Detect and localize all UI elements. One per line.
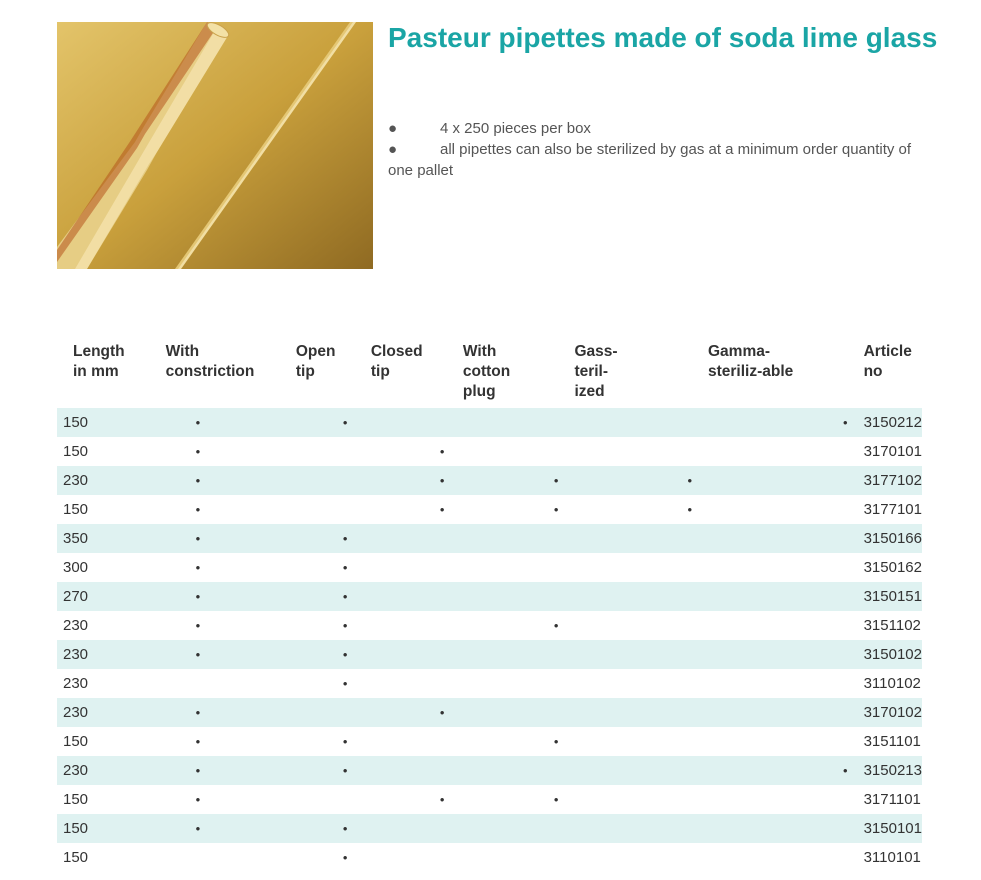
mark-dot: • <box>553 473 559 488</box>
cell-article-no: 3150212 <box>848 408 922 437</box>
cell-gas-sterilized <box>558 669 692 698</box>
cell-gas-sterilized <box>558 524 692 553</box>
cell-constriction <box>150 727 280 756</box>
cell-article-no: 3150213 <box>848 756 922 785</box>
cell-cotton-plug <box>447 640 559 669</box>
feature-list <box>388 118 928 181</box>
mark-dot: • <box>843 763 848 778</box>
cell-closed-tip <box>355 553 447 582</box>
mark-dot: • <box>342 850 348 865</box>
cell-gas-sterilized <box>558 611 692 640</box>
table-row <box>57 756 922 785</box>
feature-item <box>388 139 928 181</box>
table-row <box>57 698 922 727</box>
cell-gamma-sterilizable <box>692 437 848 466</box>
cell-gas-sterilized <box>558 698 692 727</box>
cell-cotton-plug <box>447 611 559 640</box>
mark-dot: • <box>195 821 201 836</box>
cell-constriction <box>150 524 280 553</box>
cell-constriction <box>150 843 280 872</box>
table-header-row <box>57 336 922 408</box>
table-row <box>57 524 922 553</box>
mark-dot: • <box>553 792 559 807</box>
cell-cotton-plug <box>447 727 559 756</box>
cell-article-no: 3110102 <box>863 675 921 692</box>
cell-cotton-plug <box>447 814 559 843</box>
cell-gas-sterilized <box>558 408 692 437</box>
mark-dot: • <box>439 502 445 517</box>
cell-article-no: 3171101 <box>863 791 921 808</box>
mark-dot: • <box>342 821 348 836</box>
mark-dot: • <box>342 589 348 604</box>
cell-gas-sterilized <box>558 582 692 611</box>
cell-cotton-plug <box>447 843 559 872</box>
mark-dot: • <box>195 734 201 749</box>
cell-gamma-sterilizable <box>692 582 848 611</box>
cell-length: 150 <box>63 849 89 866</box>
cell-gamma-sterilizable <box>692 495 848 524</box>
pipette-product-image <box>57 22 373 269</box>
table-body <box>57 408 922 872</box>
cell-cotton-plug <box>447 553 559 582</box>
cell-article-no: 3150151 <box>848 582 922 611</box>
cell-article-no: 3150101 <box>848 814 922 843</box>
mark-dot: • <box>195 444 201 459</box>
cell-open-tip <box>280 843 355 872</box>
cell-length: 230 <box>57 756 150 785</box>
cell-closed-tip <box>355 756 447 785</box>
cell-open-tip <box>280 727 355 756</box>
mark-dot: • <box>195 502 201 517</box>
cell-gamma-sterilizable <box>692 408 848 437</box>
cell-gamma-sterilizable <box>692 669 848 698</box>
cell-cotton-plug <box>447 437 559 466</box>
mark-dot: • <box>439 705 445 720</box>
cell-closed-tip <box>355 785 447 814</box>
cell-length: 270 <box>57 582 150 611</box>
cell-closed-tip <box>355 698 447 727</box>
cell-article-no: 3150166 <box>848 524 922 553</box>
cell-cotton-plug <box>447 582 559 611</box>
cell-open-tip <box>280 437 355 466</box>
cell-gamma-sterilizable <box>692 698 848 727</box>
cell-constriction <box>150 669 280 698</box>
cell-article-no: 3177102 <box>848 466 922 495</box>
mark-dot: • <box>342 531 348 546</box>
mark-dot: • <box>195 763 201 778</box>
cell-gas-sterilized <box>558 756 692 785</box>
cell-gamma-sterilizable <box>692 553 848 582</box>
mark-dot: • <box>439 473 445 488</box>
cell-cotton-plug <box>447 495 559 524</box>
cell-open-tip <box>280 814 355 843</box>
mark-dot: • <box>553 734 559 749</box>
cell-gas-sterilized <box>558 640 692 669</box>
table-row <box>57 843 922 872</box>
feature-text: 4 x 250 pieces per box <box>440 120 591 137</box>
cell-length: 230 <box>63 617 89 634</box>
cell-open-tip <box>280 466 355 495</box>
cell-constriction <box>150 466 280 495</box>
cell-length: 350 <box>57 524 150 553</box>
cell-gamma-sterilizable <box>692 814 848 843</box>
mark-dot: • <box>195 647 201 662</box>
feature-item <box>388 118 928 139</box>
cell-length: 230 <box>57 640 150 669</box>
cell-gas-sterilized <box>558 437 692 466</box>
cell-article-no: 3110101 <box>863 849 921 866</box>
cell-gas-sterilized <box>558 785 692 814</box>
mark-dot: • <box>342 415 348 430</box>
header-cotton-plug: With cotton plug <box>462 343 511 400</box>
cell-closed-tip <box>355 408 447 437</box>
mark-dot: • <box>195 705 201 720</box>
cell-length: 230 <box>57 698 150 727</box>
table-row <box>57 785 922 814</box>
cell-article-no: 3150102 <box>848 640 922 669</box>
cell-constriction <box>150 553 280 582</box>
header-open-tip: Open tip <box>295 343 336 380</box>
page-title: Pasteur pipettes made of soda lime glass <box>388 22 938 53</box>
bullet-icon: ● <box>388 120 398 137</box>
mark-dot: • <box>195 618 201 633</box>
table-row <box>57 437 922 466</box>
cell-closed-tip <box>355 495 447 524</box>
mark-dot: • <box>195 560 201 575</box>
cell-constriction <box>150 437 280 466</box>
cell-cotton-plug <box>447 669 559 698</box>
cell-open-tip <box>280 698 355 727</box>
cell-article-no: 3170101 <box>863 443 922 460</box>
cell-length: 150 <box>63 733 89 750</box>
mark-dot: • <box>342 647 348 662</box>
mark-dot: • <box>843 415 848 430</box>
mark-dot: • <box>439 792 445 807</box>
pipette-spec-table <box>57 336 922 872</box>
cell-closed-tip <box>355 437 447 466</box>
cell-cotton-plug <box>447 698 559 727</box>
table-row <box>57 408 922 437</box>
cell-gamma-sterilizable <box>692 843 848 872</box>
cell-cotton-plug <box>447 408 559 437</box>
cell-article-no: 3177101 <box>863 501 922 518</box>
mark-dot: • <box>553 618 559 633</box>
cell-length: 150 <box>57 814 150 843</box>
cell-closed-tip <box>355 611 447 640</box>
cell-open-tip <box>280 524 355 553</box>
cell-cotton-plug <box>447 756 559 785</box>
mark-dot: • <box>195 473 201 488</box>
mark-dot: • <box>439 444 445 459</box>
cell-constriction <box>150 582 280 611</box>
bullet-icon: ● <box>388 141 398 158</box>
mark-dot: • <box>342 676 348 691</box>
mark-dot: • <box>195 589 201 604</box>
cell-article-no: 3170102 <box>848 698 922 727</box>
cell-cotton-plug <box>447 785 559 814</box>
cell-open-tip <box>280 785 355 814</box>
cell-length: 230 <box>57 466 150 495</box>
feature-text: all pipettes can also be sterilized by gas at a minimum order quantity of one pallet <box>388 141 912 179</box>
header-closed-tip: Closed tip <box>370 343 423 380</box>
cell-constriction <box>150 785 280 814</box>
cell-open-tip <box>280 640 355 669</box>
table-row <box>57 553 922 582</box>
cell-gas-sterilized <box>558 814 692 843</box>
cell-length: 300 <box>63 559 89 576</box>
cell-open-tip <box>280 669 355 698</box>
cell-constriction <box>150 495 280 524</box>
cell-constriction <box>150 814 280 843</box>
cell-gamma-sterilizable <box>692 611 848 640</box>
cell-gas-sterilized <box>558 466 692 495</box>
mark-dot: • <box>342 618 348 633</box>
cell-length: 150 <box>63 443 89 460</box>
cell-closed-tip <box>355 582 447 611</box>
table-row <box>57 466 922 495</box>
cell-open-tip <box>280 756 355 785</box>
cell-open-tip <box>280 495 355 524</box>
mark-dot: • <box>195 531 201 546</box>
cell-closed-tip <box>355 669 447 698</box>
table-row <box>57 814 922 843</box>
header-gamma-sterilizable: Gamma- steriliz-able <box>708 343 794 380</box>
cell-length: 150 <box>63 501 89 518</box>
table-row <box>57 611 922 640</box>
cell-closed-tip <box>355 466 447 495</box>
cell-constriction <box>150 698 280 727</box>
mark-dot: • <box>342 763 348 778</box>
cell-gamma-sterilizable <box>692 727 848 756</box>
cell-length: 230 <box>63 675 89 692</box>
cell-constriction <box>150 756 280 785</box>
cell-closed-tip <box>355 640 447 669</box>
cell-gas-sterilized <box>558 843 692 872</box>
cell-open-tip <box>280 582 355 611</box>
cell-constriction <box>150 611 280 640</box>
cell-open-tip <box>280 408 355 437</box>
cell-gamma-sterilizable <box>692 756 848 785</box>
header-article-no: Article no <box>863 343 912 380</box>
cell-gas-sterilized <box>558 553 692 582</box>
table-row <box>57 582 922 611</box>
table-row <box>57 669 922 698</box>
cell-closed-tip <box>355 727 447 756</box>
mark-dot: • <box>687 473 692 488</box>
cell-article-no: 3151102 <box>863 617 921 634</box>
cell-length: 150 <box>63 791 89 808</box>
mark-dot: • <box>195 415 201 430</box>
cell-constriction <box>150 640 280 669</box>
table-row <box>57 727 922 756</box>
cell-gamma-sterilizable <box>692 466 848 495</box>
cell-closed-tip <box>355 524 447 553</box>
cell-article-no: 3150162 <box>863 559 922 576</box>
mark-dot: • <box>342 560 348 575</box>
header-constriction: With constriction <box>165 343 255 380</box>
cell-gamma-sterilizable <box>692 785 848 814</box>
mark-dot: • <box>195 792 201 807</box>
cell-length: 150 <box>57 408 150 437</box>
cell-closed-tip <box>355 843 447 872</box>
mark-dot: • <box>687 502 692 517</box>
cell-gamma-sterilizable <box>692 640 848 669</box>
mark-dot: • <box>553 502 559 517</box>
header-gas-sterilized: Gass- teril- ized <box>574 343 618 400</box>
cell-cotton-plug <box>447 524 559 553</box>
cell-cotton-plug <box>447 466 559 495</box>
table-row <box>57 495 922 524</box>
cell-gas-sterilized <box>558 727 692 756</box>
mark-dot: • <box>342 734 348 749</box>
cell-open-tip <box>280 611 355 640</box>
cell-gamma-sterilizable <box>692 524 848 553</box>
cell-closed-tip <box>355 814 447 843</box>
cell-open-tip <box>280 553 355 582</box>
cell-constriction <box>150 408 280 437</box>
header-length: Length in mm <box>73 343 125 380</box>
table-row <box>57 640 922 669</box>
cell-gas-sterilized <box>558 495 692 524</box>
cell-article-no: 3151101 <box>863 733 921 750</box>
